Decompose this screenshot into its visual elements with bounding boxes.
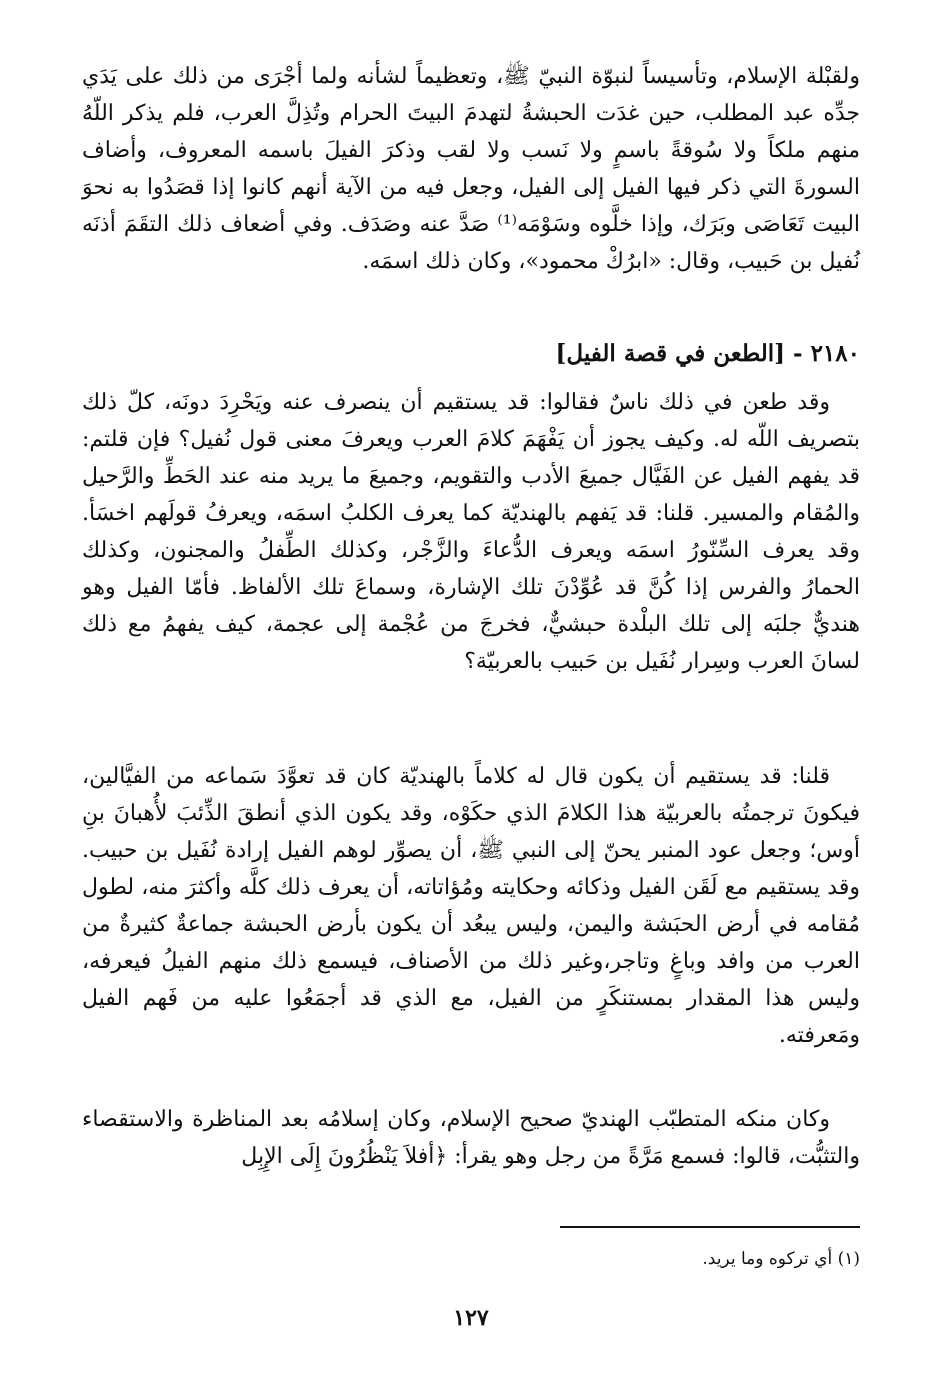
- paragraph-1-text: ولقبْلة الإسلام، وتأسيساً لنبوّة النبيّ ﷺ، وتعظيماً لشأنه ولما أجْرَى من ذلك على يَدَي جدِّه عبد المطلب، حين غدَت الحبشةُ لتهدمَ البيتَ الحرام وتُذِلَّ العرب، فلم يذكر اللّهُ منهم ملكاً ولا سُوقةً باسمٍ ولا نَسب ولا لقب وذكرَ الفيلَ باسمه المعروف، وأضاف السورةَ التي ذكر فيها الفيل إلى الفيل، وجعل فيه من الآية أنهم كانوا إذا قصَدُوا به نحوَ البيت تَعَاصَى وبَرَك، وإذا خلَّوه وسَوْمَه⁽¹⁾ صَدَّ عنه وصَدَف. وفي أضعاف ذلك التقَمَ أذنَه نُفيل بن حَبيب، وقال: «ابرُكْ محمود»، وكان ذلك اسمَه.: [82, 64, 861, 274]
- paragraph-2: [82, 384, 860, 680]
- footnote: (١) أي تركوه وما يريد.: [702, 1249, 860, 1269]
- footnote-divider: [560, 1226, 860, 1228]
- section-heading: ٢١٨٠ - [الطعن في قصة الفيل]: [555, 340, 860, 367]
- paragraph-2-text: وقد طعن في ذلك ناسٌ فقالوا: قد يستقيم أن ينصرف عنه ويَحْرِدَ دونَه، كلّ ذلك بتصريف اللّه له. وكيف يجوز أن يَفْهَمَ كلامَ العرب ويعرفَ معنى قول نُفيل؟ فإن قلتم: قد يفهم الفيل عن الفَيَّال جميعَ الأدب والتقويم، وجميعَ ما يريد منه عند الحَطِّ والرَّحيل والمُقام والمسير. قلنا: قد يَفهم بالهنديّة كما يعرف الكلبُ اسمَه، ويعرفُ قولَهم اخسَأ. وقد يعرف السِّنّورُ اسمَه ويعرف الدُّعاءَ والزَّجْر، وكذلك الطِّفلُ والمجنون، وكذلك الحمارُ والفرس إذا كُنَّ قد عُوِّدْنَ تلك الإشارة، وسماعَ تلك الألفاظ. فأمّا الفيل وهو هنديٌّ جلبَه إلى تلك البلْدة حبشيٌّ، فخرجَ من عُجْمة إلى عجمة، كيف يفهمُ مع ذلك لسانَ العرب وسِرار نُفَيل بن حَبيب بالعربيّة؟: [82, 390, 860, 674]
- page-number: ١٢٧: [453, 1305, 489, 1331]
- paragraph-4: [82, 1101, 860, 1175]
- paragraph-3: [82, 758, 860, 1054]
- paragraph-4-text: وكان منكه المتطبّب الهنديّ صحيح الإسلام، وكان إسلامُه بعد المناظرة والاستقصاء والتثبُّت، قالوا: فسمع مَرَّةً من رجل وهو يقرأ: ﴿أفلاَ يَنْظُرُونَ إِلَى الإِبِل: [82, 1107, 860, 1169]
- paragraph-3-text: قلنا: قد يستقيم أن يكون قال له كلاماً بالهنديّة كان قد تعوَّدَ سَماعه من الفيَّالين، فيكونَ ترجمتُه بالعربيّة هذا الكلامَ الذي حكَوْه، وقد يكون الذي أنطقَ الذِّئبَ لأُهبانَ بنِ أوس؛ وجعل عود المنبر يحنّ إلى النبي ﷺ، أن يصوِّر لوهم الفيل إرادة نُفَيل بن حبيب. وقد يستقيم مع لَقَن الفيل وذكائه وحكايته ومُؤاتاته، أن يعرف ذلك كلَّه وأكثرَ منه، لطول مُقامه في أرض الحبَشة واليمن، وليس يبعُد أن يكون بأرض الحبشة جماعةٌ كثيرةٌ من العرب من وافد وباغٍ وتاجر،وغير ذلك من الأصناف، فيسمع ذلك منهم الفيلُ فيعرفه، وليس هذا المقدار بمستنكَرٍ من الفيل، مع الذي قد أجمَعُوا عليه من فَهم الفيل ومَعرفته.: [82, 764, 860, 1048]
- paragraph-1: [82, 58, 860, 280]
